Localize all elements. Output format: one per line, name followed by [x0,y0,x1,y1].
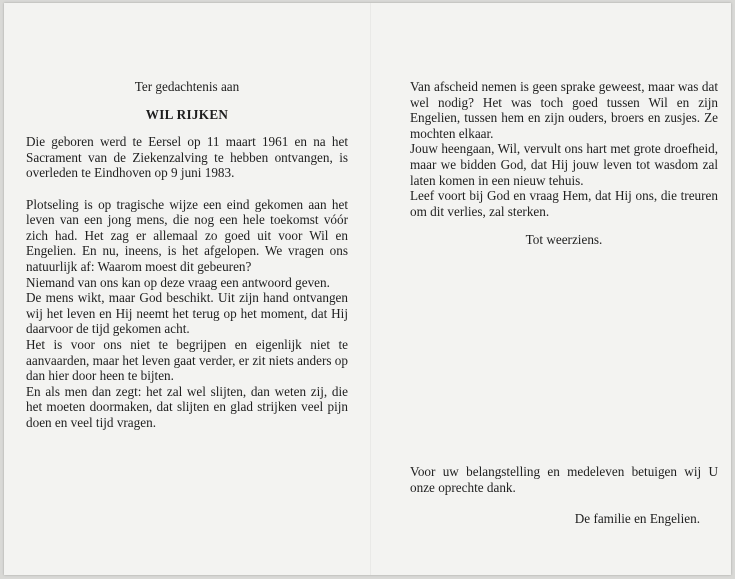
left-paragraph-2: Niemand van ons kan op deze vraag een antwoord geven. [26,274,330,290]
thanks-block [410,464,718,527]
deceased-name: WIL RIJKEN [145,106,229,122]
right-paragraph-1: Van afscheid nemen is geen sprake geweest, maar was dat wel nodig? Het was toch goed tussen Wil en zijn Engelien, tussen hem en zijn ouders, broers en zusjes. Ze mochten elkaar. [410,79,718,141]
right-paragraph-3: Leef voort bij God en vraag Hem, dat Hij ons, die treuren om dit verlies, zal sterken. [410,188,718,219]
left-paragraph-4: Het is voor ons niet te begrijpen en eigenlijk niet te aanvaarden, maar het leven gaat verder, er zit niets anders op dan hier door heen te bijten. [26,336,348,384]
memorial-card [4,3,731,575]
signature: De familie en Engelien. [574,511,700,527]
left-panel [26,79,348,430]
card-fold [370,3,371,575]
thanks-text: Voor uw belangstelling en medeleven betuigen wij U onze oprechte dank. [410,464,718,495]
right-panel [410,79,718,248]
closing-line: Tot weerziens. [525,232,603,248]
right-paragraph-2: Jouw heengaan, Wil, vervult ons hart met grote droefheid, maar we bidden God, dat Hij jouw leven tot wasdom zal laten komen in een nieuw tehuis. [410,141,718,188]
left-paragraph-1: Plotseling is op tragische wijze een eind gekomen aan het leven van een jong mens, die nog een hele toekomst vóór zich had. Het zag er allemaal zo goed uit voor Wil en Engelien. En nu, ineens, is het afgelopen. We vragen ons natuurlijk af: Waarom moest dit gebeuren? [26,196,348,274]
left-paragraph-5: En als men dan zegt: het zal wel slijten, dan weten zij, die het moeten doormaken, dat slijten en glad strijken veel pijn doen en veel tijd vragen. [26,383,348,430]
left-paragraph-3: De mens wikt, maar God beschikt. Uit zijn hand ontvangen wij het leven en Hij neemt het terug op het moment, dat Hij daarvoor de tijd gekomen acht. [26,290,348,337]
memorial-heading: Ter gedachtenis aan [134,79,240,94]
intro-paragraph: Die geboren werd te Eersel op 11 maart 1961 en na het Sacrament van de Ziekenzalving te hebben ontvangen, is overleden te Eindhoven op 9 juni 1983. [26,134,348,181]
